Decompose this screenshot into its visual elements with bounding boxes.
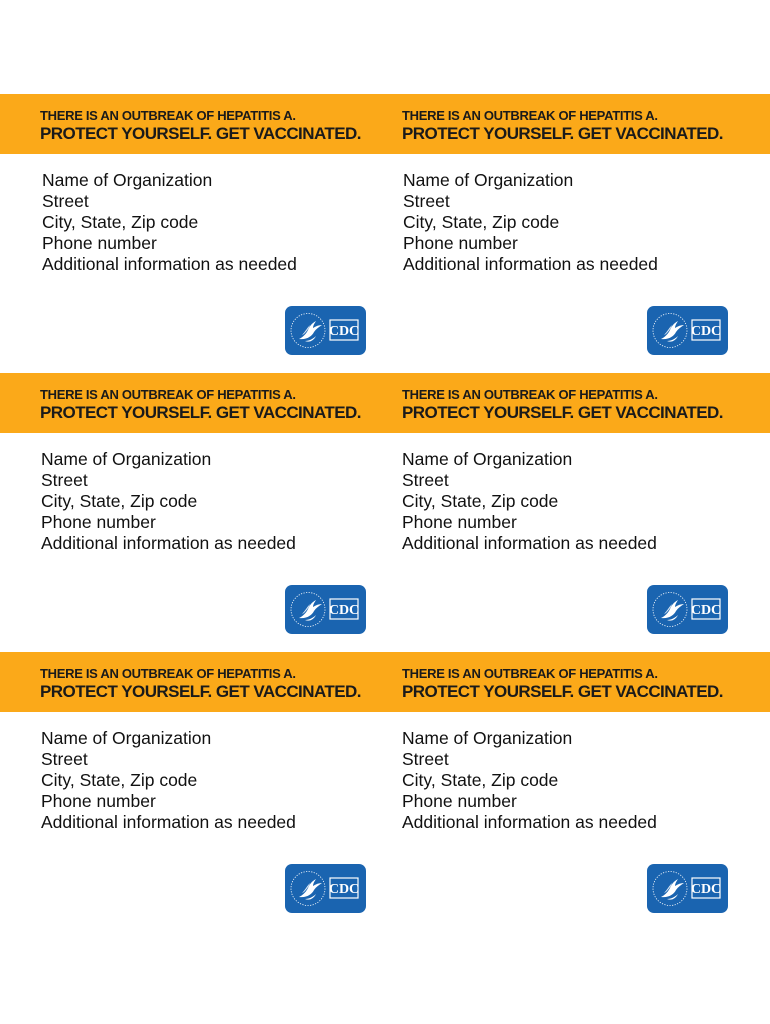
card-headline — [402, 387, 723, 423]
card-headline — [40, 108, 361, 144]
headline-outbreak-notice: THERE IS AN OUTBREAK OF HEPATITIS A. — [402, 666, 658, 681]
headline-call-to-action: PROTECT YOURSELF. GET VACCINATED. — [402, 682, 723, 701]
headline-outbreak-notice: THERE IS AN OUTBREAK OF HEPATITIS A. — [402, 108, 658, 123]
organization-info — [402, 728, 657, 833]
headline-call-to-action: PROTECT YOURSELF. GET VACCINATED. — [40, 124, 361, 143]
additional-information: Additional information as needed — [42, 254, 297, 274]
organization-info — [41, 728, 296, 833]
cdc-logo-icon — [647, 306, 728, 355]
organization-name: Name of Organization — [402, 449, 573, 469]
headline-call-to-action: PROTECT YOURSELF. GET VACCINATED. — [40, 682, 361, 701]
organization-name: Name of Organization — [42, 170, 213, 190]
headline-call-to-action: PROTECT YOURSELF. GET VACCINATED. — [402, 403, 723, 422]
street-address: Street — [402, 470, 449, 490]
organization-name: Name of Organization — [402, 728, 573, 748]
organization-info — [42, 170, 297, 275]
card-headline — [402, 666, 723, 702]
headline-call-to-action: PROTECT YOURSELF. GET VACCINATED. — [40, 403, 361, 422]
headline-outbreak-notice: THERE IS AN OUTBREAK OF HEPATITIS A. — [40, 108, 296, 123]
cdc-logo-text: CDC — [328, 324, 360, 339]
phone-number: Phone number — [42, 233, 157, 253]
street-address: Street — [41, 749, 88, 769]
cdc-logo-text: CDC — [690, 882, 722, 897]
phone-number: Phone number — [41, 791, 156, 811]
cdc-logo-icon — [647, 864, 728, 913]
headline-outbreak-notice: THERE IS AN OUTBREAK OF HEPATITIS A. — [402, 387, 658, 402]
cdc-logo-icon — [285, 864, 366, 913]
city-state-zip: City, State, Zip code — [42, 212, 199, 232]
additional-information: Additional information as needed — [402, 533, 657, 553]
additional-information: Additional information as needed — [403, 254, 658, 274]
phone-number: Phone number — [41, 512, 156, 532]
headline-call-to-action: PROTECT YOURSELF. GET VACCINATED. — [402, 124, 723, 143]
outbreak-card — [0, 652, 361, 931]
cdc-logo-icon — [647, 585, 728, 634]
card-headline — [402, 108, 723, 144]
outbreak-card — [361, 94, 722, 373]
phone-number: Phone number — [402, 512, 517, 532]
cdc-logo-icon — [285, 306, 366, 355]
card-headline — [40, 387, 361, 423]
card-headline — [40, 666, 361, 702]
outbreak-card — [0, 373, 361, 652]
additional-information: Additional information as needed — [41, 533, 296, 553]
headline-outbreak-notice: THERE IS AN OUTBREAK OF HEPATITIS A. — [40, 387, 296, 402]
organization-info — [402, 449, 657, 554]
organization-name: Name of Organization — [403, 170, 574, 190]
organization-name: Name of Organization — [41, 728, 212, 748]
phone-number: Phone number — [402, 791, 517, 811]
cdc-logo-icon — [285, 585, 366, 634]
outbreak-card — [361, 652, 722, 931]
headline-outbreak-notice: THERE IS AN OUTBREAK OF HEPATITIS A. — [40, 666, 296, 681]
cdc-logo-text: CDC — [690, 324, 722, 339]
outbreak-card — [361, 373, 722, 652]
organization-info — [41, 449, 296, 554]
organization-info — [403, 170, 658, 275]
city-state-zip: City, State, Zip code — [402, 491, 559, 511]
street-address: Street — [403, 191, 450, 211]
street-address: Street — [402, 749, 449, 769]
city-state-zip: City, State, Zip code — [402, 770, 559, 790]
additional-information: Additional information as needed — [41, 812, 296, 832]
outbreak-card — [0, 94, 361, 373]
additional-information: Additional information as needed — [402, 812, 657, 832]
city-state-zip: City, State, Zip code — [41, 491, 198, 511]
cdc-logo-text: CDC — [328, 603, 360, 618]
city-state-zip: City, State, Zip code — [403, 212, 560, 232]
street-address: Street — [42, 191, 89, 211]
city-state-zip: City, State, Zip code — [41, 770, 198, 790]
street-address: Street — [41, 470, 88, 490]
phone-number: Phone number — [403, 233, 518, 253]
organization-name: Name of Organization — [41, 449, 212, 469]
cdc-logo-text: CDC — [690, 603, 722, 618]
cdc-logo-text: CDC — [328, 882, 360, 897]
